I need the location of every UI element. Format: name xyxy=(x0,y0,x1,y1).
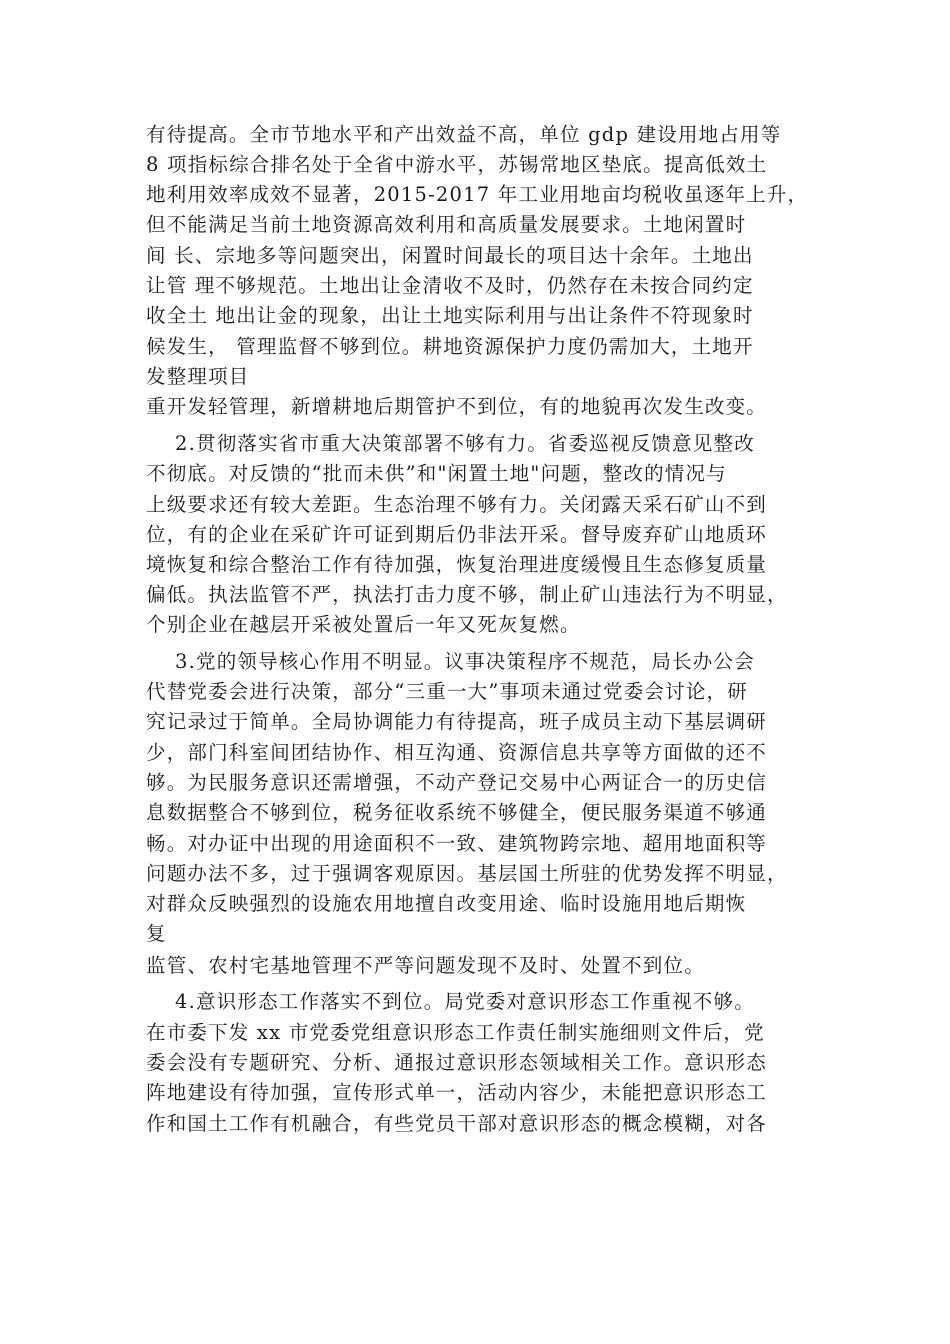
text-line: 发整理项目 xyxy=(146,365,250,388)
text-line: 畅。对办证中出现的用途面积不一致、建筑物跨宗地、超用地面积等 xyxy=(146,832,768,855)
text-line: 地利用效率成效不显著，2015-2017 年工业用地亩均税收虽逐年上升， xyxy=(146,183,809,206)
text-line: 收全土 地出让金的现象，出让土地实际利用与出让条件不符现象时 xyxy=(146,304,754,327)
text-line: 上级要求还有较大差距。生态治理不够有力。关闭露天采石矿山不到 xyxy=(146,493,768,516)
text-line: 不彻底。对反馈的“批而未供”和"闲置土地"问题，整改的情况与 xyxy=(146,462,727,485)
text-line: 对群众反映强烈的设施农用地擅自改变用途、临时设施用地后期恢 xyxy=(146,892,747,915)
text-line: 究记录过于简单。全局协调能力有待提高，班子成员主动下基层调研 xyxy=(146,710,768,733)
paragraph-3-start: 3.党的领导核心作用不明显。议事决策程序不规范，局长办公会 xyxy=(175,650,755,673)
text-line: 重开发轻管理，新增耕地后期管护不到位，有的地貌再次发生改变。 xyxy=(146,395,768,418)
text-line: 代替党委会进行决策，部分“三重一大”事项未通过党委会讨论，研 xyxy=(146,680,748,703)
paragraph-4-start: 4.意识形态工作落实不到位。局党委对意识形态工作重视不够。 xyxy=(175,990,755,1013)
text-line: 8 项指标综合排名处于全省中游水平，苏锡常地区垫底。提高低效土 xyxy=(146,153,768,176)
text-line: 间 长、宗地多等问题突出，闲置时间最长的项目达十余年。土地出 xyxy=(146,244,754,267)
text-line: 少，部门科室间团结协作、相互沟通、资源信息共享等方面做的还不 xyxy=(146,741,768,764)
text-line: 境恢复和综合整治工作有待加强，恢复治理进度缓慢且生态修复质量 xyxy=(146,553,768,576)
text-line: 阵地建设有待加强，宣传形式单一，活动内容少，未能把意识形态工 xyxy=(146,1081,768,1104)
text-line: 位，有的企业在采矿许可证到期后仍非法开采。督导废弃矿山地质环 xyxy=(146,523,768,546)
text-line: 让管 理不够规范。土地出让金清收不及时，仍然存在未按合同约定 xyxy=(146,274,754,297)
text-line: 够。为民服务意识还需增强，不动产登记交易中心两证合一的历史信 xyxy=(146,771,768,794)
text-line: 问题办法不多，过于强调客观原因。基层国土所驻的优势发挥不明显， xyxy=(146,862,788,885)
text-line: 但不能满足当前土地资源高效利用和高质量发展要求。土地闲置时 xyxy=(146,213,747,236)
text-line: 息数据整合不够到位，税务征收系统不够健全，便民服务渠道不够通 xyxy=(146,801,768,824)
text-line: 复 xyxy=(146,922,167,945)
text-line: 偏低。执法监管不严，执法打击力度不够，制止矿山违法行为不明显， xyxy=(146,583,788,606)
text-line: 在市委下发 xx 市党委党组意识形态工作责任制实施细则文件后，党 xyxy=(146,1021,765,1044)
text-line: 委会没有专题研究、分析、通报过意识形态领域相关工作。意识形态 xyxy=(146,1051,768,1074)
text-line: 候发生， 管理监督不够到位。耕地资源保护力度仍需加大，土地开 xyxy=(146,335,754,358)
text-line: 有待提高。全市节地水平和产出效益不高，单位 gdp 建设用地占用等 xyxy=(146,123,782,146)
text-line: 作和国土工作有机融合，有些党员干部对意识形态的概念模糊，对各 xyxy=(146,1112,768,1135)
paragraph-2-start: 2.贯彻落实省市重大决策部署不够有力。省委巡视反馈意见整改 xyxy=(175,432,755,455)
text-line: 个别企业在越层开采被处置后一年又死灰复燃。 xyxy=(146,613,581,636)
text-line: 监管、农村宅基地管理不严等问题发现不及时、处置不到位。 xyxy=(146,954,705,977)
